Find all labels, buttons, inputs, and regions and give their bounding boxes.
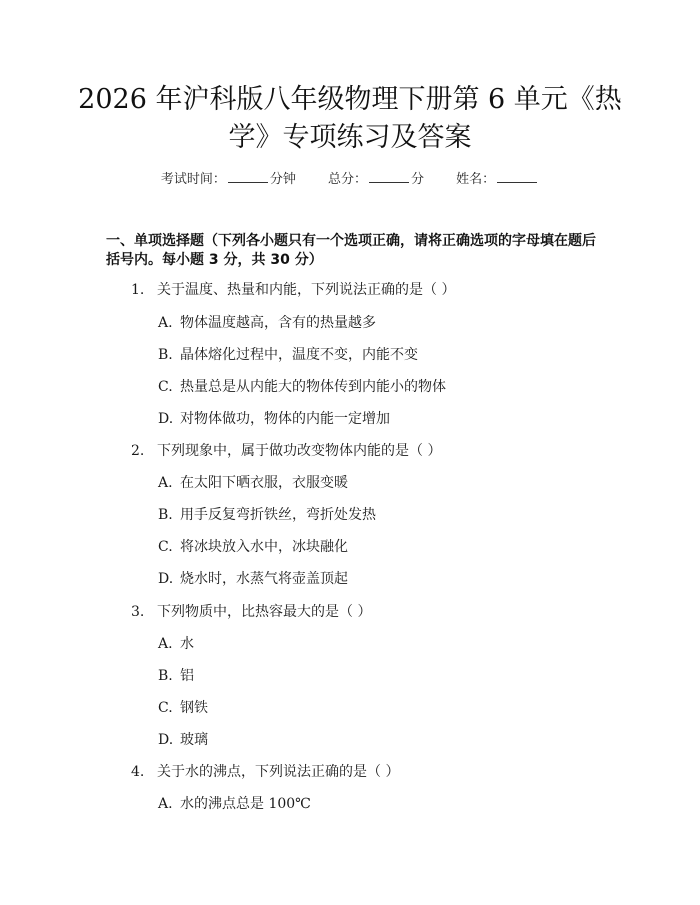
question-3-option-a [158,634,194,654]
exam-time-blank [228,168,268,183]
question-number: 4. [131,764,145,780]
document-title-line2: 学》专项练习及答案 [228,122,472,153]
question-2 [131,441,441,461]
question-number: 3. [131,604,145,620]
question-4 [131,762,399,782]
exam-score-unit: 分 [411,172,425,187]
question-text: 下列现象中，属于做功改变物体内能的是（ ） [157,443,442,459]
option-text: 将冰块放入水中，冰块融化 [180,539,348,555]
question-3 [131,602,371,622]
option-text: 物体温度越高，含有的热量越多 [180,315,376,331]
question-3-option-b [158,666,194,686]
option-text: 玻璃 [180,732,208,748]
option-label: C. [158,539,173,555]
exam-meta-row [0,168,700,190]
option-text: 水的沸点总是 100℃ [180,796,311,812]
option-label: A. [158,315,173,331]
question-text: 关于温度、热量和内能，下列说法正确的是（ ） [157,282,456,298]
option-label: C. [158,379,173,395]
option-text: 铝 [180,668,194,684]
document-title-line1: 2026 年沪科版八年级物理下册第 6 单元《热 [78,84,622,115]
student-name-blank [497,168,537,183]
question-1 [131,280,455,300]
option-label: B. [158,668,173,684]
question-number: 1. [131,282,145,298]
option-label: A. [158,796,173,812]
option-label: D. [158,411,174,427]
option-label: B. [158,507,173,523]
question-text: 下列物质中，比热容最大的是（ ） [157,604,372,620]
exam-score-blank [369,168,409,183]
section-heading-line1: 一、单项选择题（下列各小题只有一个选项正确，请将正确选项的字母填在题后 [106,233,596,249]
question-3-option-d [158,730,208,750]
student-name-field [456,168,539,190]
question-1-option-d [158,409,390,429]
option-label: D. [158,571,174,587]
question-2-option-c [158,537,348,557]
question-3-option-c [158,698,208,718]
question-2-option-d [158,569,348,589]
question-1-option-c [158,377,446,397]
section-heading-line2: 括号内。每小题 3 分，共 30 分） [106,252,323,268]
question-1-option-a [158,313,376,333]
exam-score-field [328,168,424,190]
option-label: B. [158,347,173,363]
option-text: 用手反复弯折铁丝，弯折处发热 [180,507,376,523]
question-1-option-b [158,345,418,365]
option-label: C. [158,700,173,716]
question-4-option-a [158,794,311,814]
exam-time-label: 考试时间： [160,172,226,187]
question-number: 2. [131,443,145,459]
option-label: D. [158,732,174,748]
option-text: 热量总是从内能大的物体传到内能小的物体 [180,379,446,395]
question-text: 关于水的沸点，下列说法正确的是（ ） [157,764,400,780]
exam-time-unit: 分钟 [269,172,296,187]
question-2-option-b [158,505,376,525]
question-2-option-a [158,473,348,493]
option-label: A. [158,636,173,652]
option-text: 在太阳下晒衣服，衣服变暖 [180,475,348,491]
student-name-label: 姓名： [456,172,496,187]
exam-time-field [161,168,296,190]
option-text: 晶体熔化过程中，温度不变，内能不变 [180,347,418,363]
option-text: 对物体做功，物体的内能一定增加 [180,411,390,427]
option-label: A. [158,475,173,491]
option-text: 水 [180,636,194,652]
exam-score-label: 总分： [327,172,367,187]
option-text: 烧水时，水蒸气将壶盖顶起 [180,571,348,587]
option-text: 钢铁 [180,700,208,716]
